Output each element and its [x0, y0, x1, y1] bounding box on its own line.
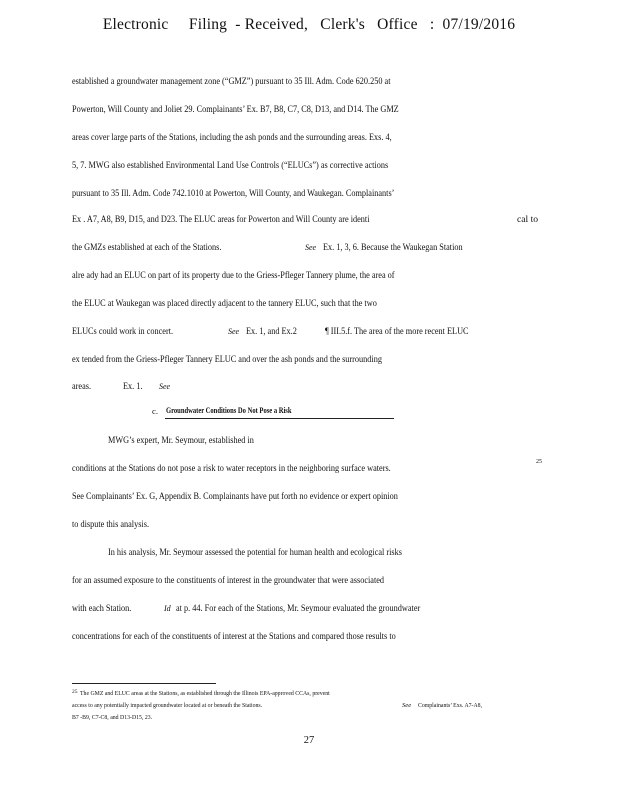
see-signal: See [228, 327, 240, 336]
subheading-underline [165, 418, 394, 419]
body-fragment: cal to [517, 214, 539, 225]
body-fragment: Ex. 1. [123, 381, 143, 392]
body-fragment: Ex. 1, 3, 6. Because the Waukegan Station [323, 242, 463, 253]
see-signal: See [305, 243, 317, 252]
body-line: ELUCs could work in concert. [72, 326, 174, 337]
electronic-filing-header: Electronic Filing - Received, Clerk's Office : 07/19/2016 [102, 16, 516, 33]
body-line: concentrations for each of the constituents of interest at the Stations and compared those results to [72, 631, 396, 642]
body-line: established a groundwater management zone (“GMZ”) pursuant to 35 Ill. Adm. Code 620.250 at [72, 76, 391, 87]
see-signal: See [402, 702, 412, 709]
body-line: Ex . A7, A8, B9, D15, and D23. The ELUC areas for Powerton and Will County are identi [72, 214, 370, 225]
body-line: the ELUC at Waukegan was placed directly adjacent to the tannery ELUC, such that the two [72, 298, 377, 309]
body-line: 5, 7. MWG also established Environmental Land Use Controls (“ELUCs”) as corrective actions [72, 160, 389, 171]
subheading-letter: c. [152, 406, 158, 416]
body-line: to dispute this analysis. [72, 519, 150, 530]
body-fragment: at p. 44. For each of the Stations, Mr. Seymour evaluated the groundwater [176, 603, 421, 614]
body-line: areas. [72, 381, 92, 392]
body-line: alre ady had an ELUC on part of its property due to the Griess-Pfleger Tannery plume, the area of [72, 270, 395, 281]
body-line: for an assumed exposure to the constituents of interest in the groundwater that were associated [72, 575, 385, 586]
body-line: the GMZs established at each of the Stations. [72, 242, 222, 253]
footnote-marker: 25 [536, 459, 542, 465]
body-line: See Complainants’ Ex. G, Appendix B. Complainants have put forth no evidence or expert opinion [72, 491, 398, 502]
body-fragment: ¶ III.5.f. The area of the more recent ELUC [325, 326, 469, 337]
footnote-line: The GMZ and ELUC areas at the Stations, as established through the Illinois EPA-approved CCAs, prevent [80, 690, 330, 697]
id-signal: Id [164, 604, 171, 613]
footnote-number: 25 [72, 689, 78, 695]
body-line: with each Station. [72, 603, 132, 614]
footnote-line: Complainants’ Exs. A7-A8, [418, 702, 483, 709]
footnote-line: access to any potentially impacted groundwater located at or beneath the Stations. [72, 702, 263, 709]
body-line: pursuant to 35 Ill. Adm. Code 742.1010 at Powerton, Will County, and Waukegan. Complainants’ [72, 188, 395, 199]
body-line: In his analysis, Mr. Seymour assessed the potential for human health and ecological risks [108, 547, 402, 558]
see-signal: See [159, 382, 171, 391]
body-fragment: Ex. 1, and Ex.2 [246, 326, 297, 337]
body-line: conditions at the Stations do not pose a risk to water receptors in the neighboring surface waters. [72, 463, 391, 474]
page-number: 27 [303, 735, 315, 746]
body-line: areas cover large parts of the Stations, including the ash ponds and the surrounding areas. Exs. 4, [72, 132, 392, 143]
subheading-title: Groundwater Conditions Do Not Pose a Risk [166, 406, 292, 415]
footnote-rule [72, 683, 216, 684]
body-line: Powerton, Will County and Joliet 29. Complainants’ Ex. B7, B8, C7, C8, D13, and D14. The GMZ [72, 104, 399, 115]
footnote-line: B7 -B9, C7-C8, and D13-D15, 23. [72, 714, 153, 721]
body-line: MWG’s expert, Mr. Seymour, established in [108, 435, 254, 446]
body-line: ex tended from the Griess-Pfleger Tannery ELUC and over the ash ponds and the surrounding [72, 354, 382, 365]
